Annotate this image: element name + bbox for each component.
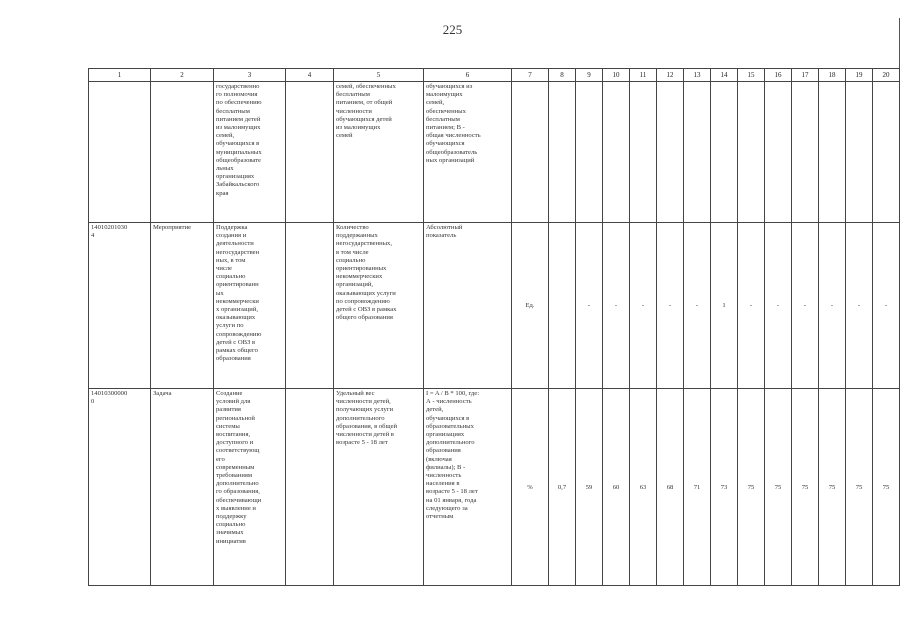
value-cell: 68: [657, 389, 684, 586]
value-cell: [792, 82, 819, 223]
value-cell: [711, 82, 738, 223]
code-text: [89, 82, 150, 84]
name-cell: [214, 389, 286, 586]
header-cell: 12: [657, 69, 684, 82]
type-cell: [151, 389, 214, 586]
value-cell: 59: [576, 389, 603, 586]
code-cell: [89, 82, 151, 223]
header-cell: 2: [151, 69, 214, 82]
value-cell: [684, 82, 711, 223]
type-text: Мероприятие: [153, 224, 192, 231]
name-cell: [214, 82, 286, 223]
value-cell: [738, 82, 765, 223]
code-text: 14010201030 4: [91, 224, 128, 240]
value-cell: 71: [684, 389, 711, 586]
header-cell: 18: [819, 69, 846, 82]
value-cell: 75: [819, 389, 846, 586]
indicator-text: Удельный вес численности детей, получающих услуги дополнительного образования, в общей численности детей в возрасте 5 - 18 лет: [336, 390, 398, 447]
value-cell: 75: [765, 389, 792, 586]
type-cell: [151, 223, 214, 389]
name-text: Создание условий для развития региональной системы воспитания, доступного и соответствующ его современным требованиям дополнительно го образования, обеспечивающи х выявление и поддержку социально значимых инициатив: [216, 390, 262, 545]
header-cell: 5: [334, 69, 424, 82]
value-cell: [549, 223, 576, 389]
table-row: [89, 223, 900, 389]
header-cell: 17: [792, 69, 819, 82]
value-cell: [603, 82, 630, 223]
code-cell: [89, 223, 151, 389]
method-text: I = A / B * 100, где: А - численность детей, обучающихся в образовательных организациях дополнительного образования (включая филиалы); В - численность населения в возрасте 5 - 18 лет на 01 января, года следующего за отчетным: [426, 390, 480, 521]
header-cell: 3: [214, 69, 286, 82]
value-cell: [549, 82, 576, 223]
value-cell: 60: [603, 389, 630, 586]
header-cell: 16: [765, 69, 792, 82]
value-cell: [657, 82, 684, 223]
indicator-text: Количество поддержанных негосударственных, в том числе социально ориентированных некоммерческих организаций, оказывающих услуги по сопровождению детей с ОВЗ в рамках общего образования: [336, 224, 397, 322]
code-cell: [89, 389, 151, 586]
value-cell: -: [819, 223, 846, 389]
value-cell: -: [684, 223, 711, 389]
header-row: [89, 69, 900, 82]
page-number: 225: [442, 22, 463, 37]
name-text: Поддержка создания и деятельности негосударствен ных, в том числе социально ориентированн ых некоммерчески х организаций, оказывающих услуги по сопровождению детей с ОВЗ в рамках общего образования: [216, 224, 262, 363]
value-cell: 75: [873, 389, 900, 586]
col4-cell: [286, 82, 334, 223]
header-cell: 6: [424, 69, 512, 82]
header-cell: 9: [576, 69, 603, 82]
unit-cell: %: [512, 389, 549, 586]
header-cell: 14: [711, 69, 738, 82]
code-text: 14010300000 0: [91, 390, 128, 406]
value-cell: -: [630, 223, 657, 389]
value-cell: 1: [711, 223, 738, 389]
name-text: государственно го полномочия по обеспечению бесплатным питанием детей из малоимущих семей, обучающихся в муниципальных общеобразовате льных организациях Забайкальского края: [216, 83, 262, 197]
value-cell: [819, 82, 846, 223]
type-text: [151, 82, 213, 84]
value-cell: 73: [711, 389, 738, 586]
header-cell: 4: [286, 69, 334, 82]
method-cell: [424, 223, 512, 389]
method-text: Абсолютный показатель: [426, 224, 463, 240]
value-cell: -: [792, 223, 819, 389]
header-cell: 1: [89, 69, 151, 82]
table-row: [89, 82, 900, 223]
value-cell: -: [873, 223, 900, 389]
indicator-cell: [334, 389, 424, 586]
value-cell: 0,7: [549, 389, 576, 586]
value-cell: -: [765, 223, 792, 389]
value-cell: 75: [792, 389, 819, 586]
value-cell: -: [576, 223, 603, 389]
header-cell: 7: [512, 69, 549, 82]
value-cell: -: [603, 223, 630, 389]
method-cell: [424, 389, 512, 586]
method-cell: [424, 82, 512, 223]
value-cell: 63: [630, 389, 657, 586]
table-row: [89, 389, 900, 586]
unit-cell: Ед.: [512, 223, 549, 389]
col4-text: [286, 389, 333, 391]
unit-cell: [512, 82, 549, 223]
header-cell: 13: [684, 69, 711, 82]
name-cell: [214, 223, 286, 389]
value-cell: [873, 82, 900, 223]
indicator-cell: [334, 82, 424, 223]
value-cell: -: [738, 223, 765, 389]
type-text: Задача: [153, 390, 172, 397]
value-cell: -: [846, 223, 873, 389]
value-cell: [576, 82, 603, 223]
value-cell: [765, 82, 792, 223]
header-cell: 11: [630, 69, 657, 82]
method-text: обучающихся из малоимущих семей, обеспеченных бесплатным питанием; В - общая численность обучающихся общеобразователь ных организаций: [426, 83, 481, 164]
indicators-table: [88, 68, 900, 586]
header-cell: 10: [603, 69, 630, 82]
indicator-cell: [334, 223, 424, 389]
indicator-text: семей, обеспеченных бесплатным питанием, от общей численности обучающихся детей из малоимущих семей: [336, 83, 396, 140]
value-cell: 75: [846, 389, 873, 586]
type-cell: [151, 82, 214, 223]
header-cell: 20: [873, 69, 900, 82]
col4-text: [286, 223, 333, 225]
col4-text: [286, 82, 333, 84]
header-cell: 19: [846, 69, 873, 82]
header-cell: 8: [549, 69, 576, 82]
value-cell: -: [657, 223, 684, 389]
header-cell: 15: [738, 69, 765, 82]
value-cell: [846, 82, 873, 223]
value-cell: [630, 82, 657, 223]
col4-cell: [286, 389, 334, 586]
value-cell: 75: [738, 389, 765, 586]
col4-cell: [286, 223, 334, 389]
